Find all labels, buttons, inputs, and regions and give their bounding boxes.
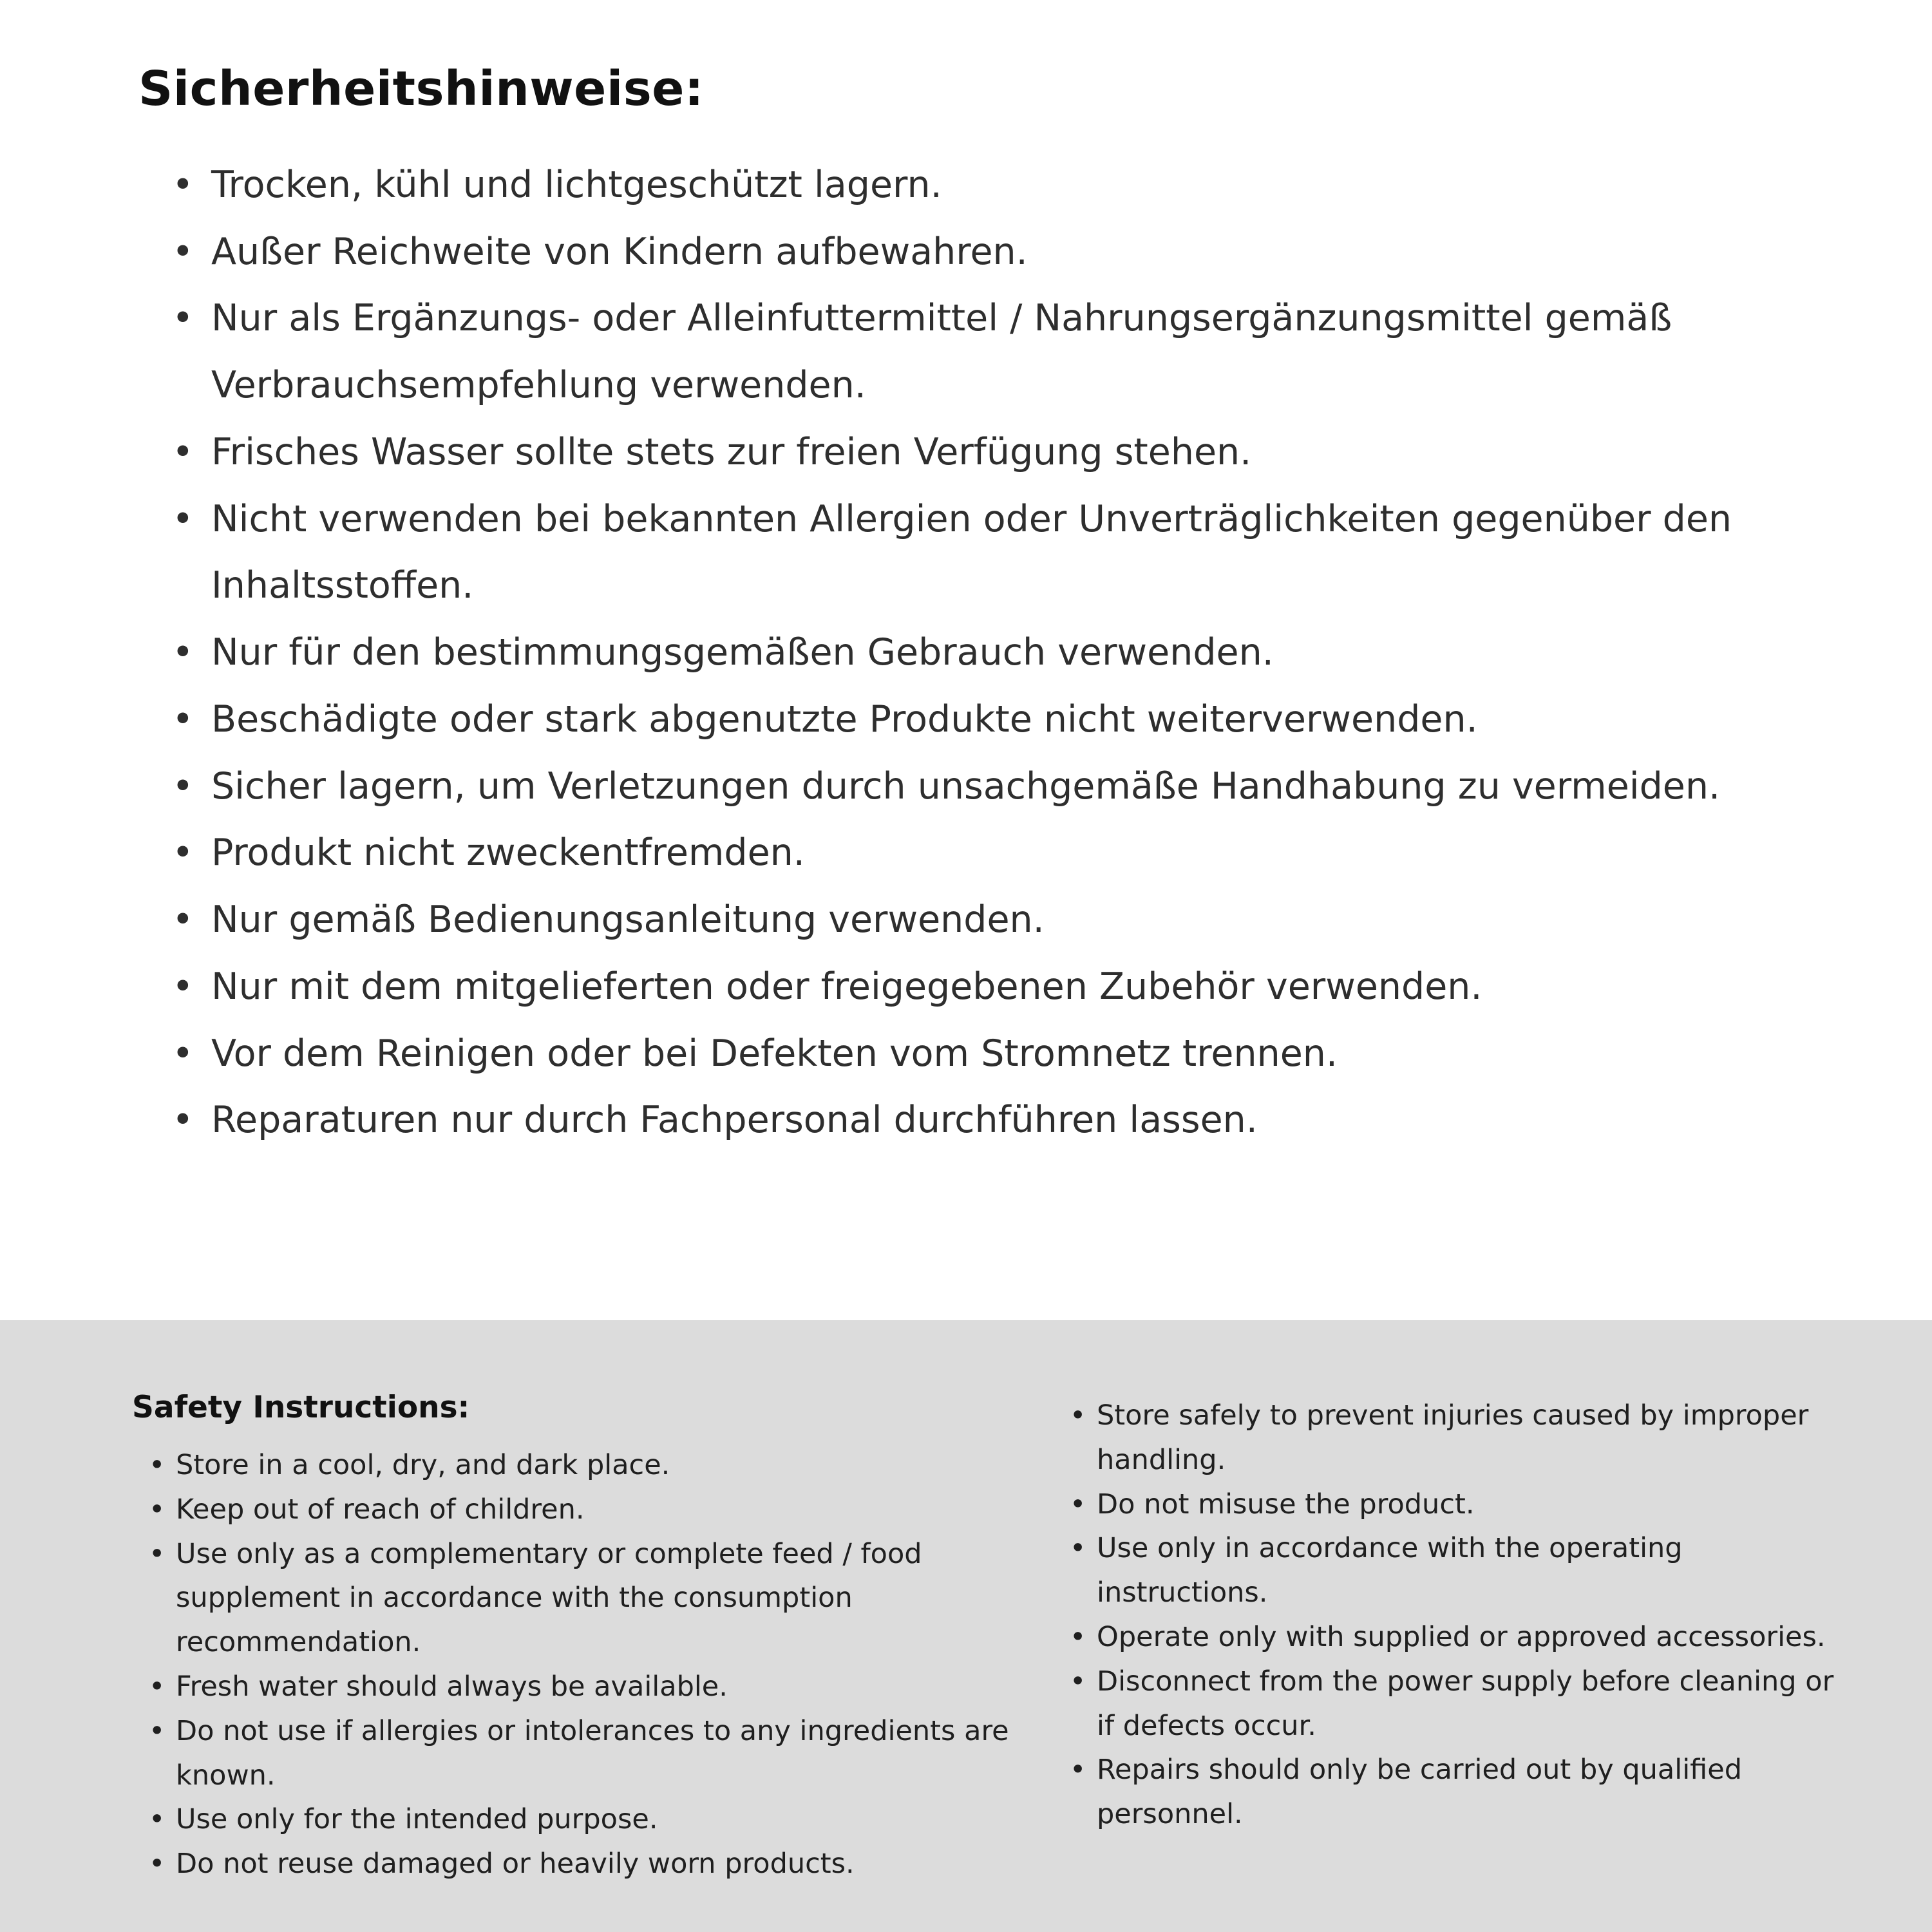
german-instruction-item: • Außer Reichweite von Kindern aufbewahren. [138,219,1835,286]
english-safety-panel [0,1320,1932,1932]
english-instruction-item: • Use only in accordance with the operating instructions. [1053,1526,1835,1615]
german-instruction-item: • Nur für den bestimmungsgemäßen Gebrauch verwenden. [138,620,1835,687]
english-columns [132,1390,1835,1886]
german-instruction-item: • Frisches Wasser sollte stets zur freien Verfügung stehen. [138,419,1835,486]
english-instruction-item: • Repairs should only be carried out by qualified personnel. [1053,1748,1835,1837]
english-instruction-list-left [132,1443,1034,1886]
english-instruction-list-right [1053,1394,1835,1837]
english-instruction-item: • Do not reuse damaged or heavily worn products. [132,1842,1034,1886]
german-instruction-item: • Nicht verwenden bei bekannten Allergien oder Unverträglichkeiten gegenüber den Inhaltsstoffen. [138,486,1835,620]
english-instruction-item: • Store in a cool, dry, and dark place. [132,1443,1034,1488]
german-instruction-item: • Nur mit dem mitgelieferten oder freigegebenen Zubehör verwenden. [138,954,1835,1021]
german-instruction-item: • Nur als Ergänzungs- oder Alleinfuttermittel / Nahrungsergänzungsmittel gemäß Verbrauchsempfehlung verwenden. [138,285,1835,419]
english-instruction-item: • Fresh water should always be available. [132,1665,1034,1709]
english-instruction-item: • Keep out of reach of children. [132,1488,1034,1532]
english-instruction-item: • Store safely to prevent injuries caused by improper handling. [1053,1394,1835,1482]
english-right-column [1053,1390,1835,1886]
english-instruction-item: • Do not misuse the product. [1053,1482,1835,1527]
german-instruction-item: • Trocken, kühl und lichtgeschützt lagern. [138,152,1835,219]
german-instruction-item: • Produkt nicht zweckentfremden. [138,820,1835,887]
english-instruction-item: • Disconnect from the power supply before cleaning or if defects occur. [1053,1660,1835,1748]
german-instruction-item: • Reparaturen nur durch Fachpersonal durchführen lassen. [138,1087,1835,1154]
german-instruction-item: • Vor dem Reinigen oder bei Defekten vom Stromnetz trennen. [138,1021,1835,1088]
english-instruction-item: • Do not use if allergies or intolerances to any ingredients are known. [132,1709,1034,1798]
english-instruction-item: • Use only as a complementary or complete feed / food supplement in accordance with the consumption recommendation. [132,1532,1034,1665]
english-section-title: Safety Instructions: [132,1390,470,1425]
german-section-title: Sicherheitshinweise: [138,61,705,117]
german-instruction-list [138,152,1835,1154]
german-instruction-item: • Sicher lagern, um Verletzungen durch unsachgemäße Handhabung zu vermeiden. [138,753,1835,820]
english-instruction-item: • Use only for the intended purpose. [132,1797,1034,1842]
german-instruction-item: • Nur gemäß Bedienungsanleitung verwenden. [138,887,1835,954]
german-instruction-item: • Beschädigte oder stark abgenutzte Produkte nicht weiterverwenden. [138,687,1835,753]
english-instruction-item: • Operate only with supplied or approved accessories. [1053,1615,1835,1660]
english-left-column [132,1390,1034,1886]
